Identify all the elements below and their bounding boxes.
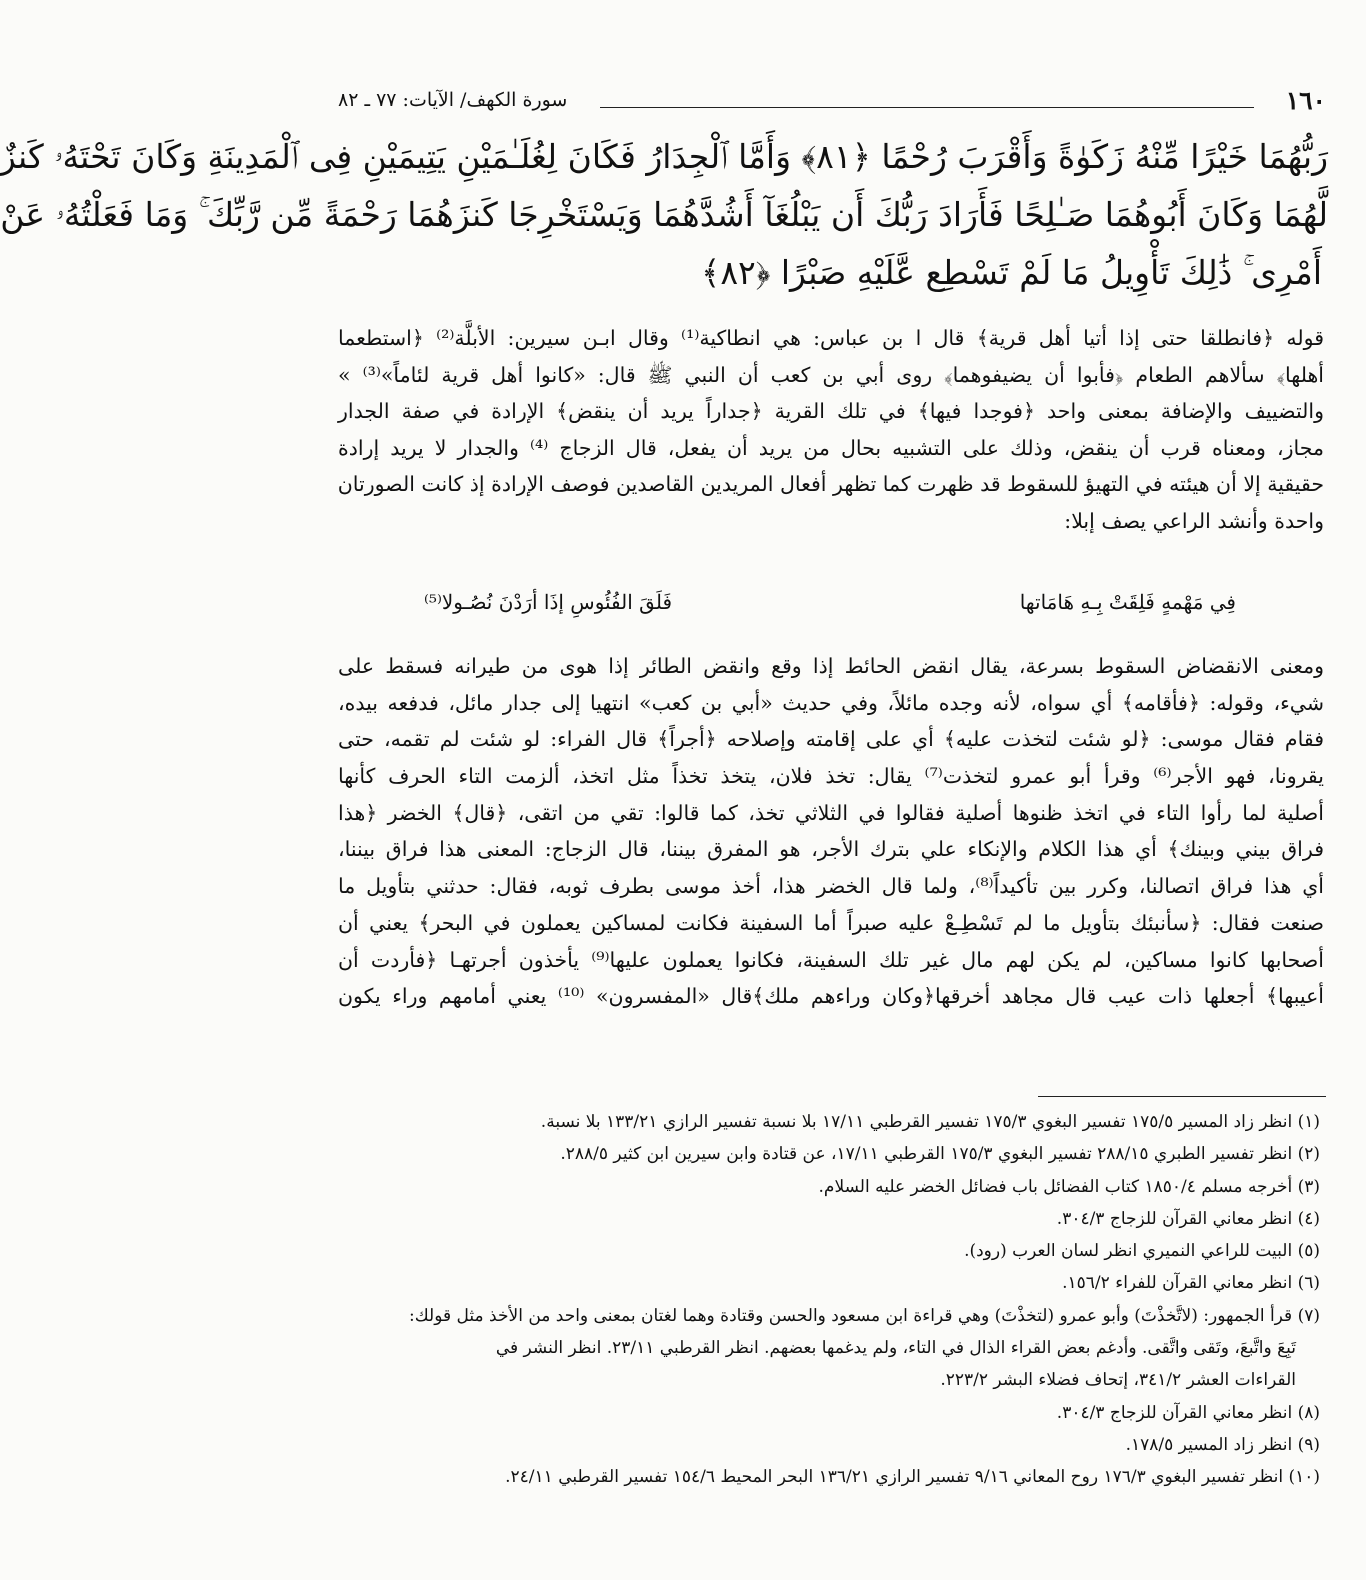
footnote: (٥) البيت للراعي النميري انظر لسان العرب (رود). (964, 1241, 1320, 1262)
commentary-part-2 (338, 648, 1324, 1015)
verse-line: لَّهُمَا وَكَانَ أَبُوهُمَا صَـٰلِحًا فَأَرَادَ رَبُّكَ أَن يَبْلُغَآ أَشُدَّهُمَا وَيَسْتَخْرِجَا كَنزَهُمَا رَحْمَةً مِّن رَّبِّكَ ۚ وَمَا فَعَلْتُهُۥ عَنْ (0, 195, 1328, 234)
text-line: أصحابها كانوا مساكين، لم يكن لهم مال غير تلك السفينة، فكانوا يعملون عليها⁽⁹⁾ يأخذون أجرتهـا ﴿فأردت أن (338, 947, 1324, 972)
footnote: (٣) أخرجه مسلم ١٨٥٠/٤ كتاب الفضائل باب فضائل الخضر عليه السلام. (818, 1176, 1320, 1197)
footnotes (338, 1106, 1320, 1494)
footnote: (١٠) انظر تفسير البغوي ١٧٦/٣ روح المعاني ٩/١٦ تفسير الرازي ١٣٦/٢١ البحر المحيط ١٥٤/٦ تفسير القرطبي ٢٤/١١. (505, 1467, 1320, 1488)
text-line: أصلية لما رأوا التاء في اتخذ ظنوها أصلية فقالوا في الثلاثي تخذ، كما قالوا: تقي من اتقى، ﴿قال﴾ الخضر ﴿هذا (338, 800, 1324, 825)
text-line: ومعنى الانقضاض السقوط بسرعة، يقال انقض الحائط إذا وقع وانقض الطائر إذا هوى من طيرانه فسقط على (338, 654, 1324, 678)
verse-line: أَمْرِى ۚ ذَٰلِكَ تَأْوِيلُ مَا لَمْ تَسْطِع عَّلَيْهِ صَبْرًا ﴿٨٢﴾ (700, 253, 1322, 292)
text-line: فقام فقال موسى: ﴿لو شئت لتخذت عليه﴾ أي على إقامته وإصلاحه ﴿أجراً﴾ قال الفراء: لو شئت لم تقمه، حتى (338, 727, 1324, 752)
poem-first-hemistich: فِي مَهْمهٍ فَلِقَتْ بِـهِ هَامَاتها (1019, 590, 1236, 614)
footnote: (٦) انظر معاني القرآن للفراء ١٥٦/٢. (1062, 1273, 1320, 1294)
footnote-continuation: تَبِعَ واتَّبعَ، وتَقى واتَّقى. وأدغم بعض القراء الذال في التاء، ولم يدغمها بعضهم. انظر القرطبي ٢٣/١١. انظر النشر في (495, 1338, 1296, 1359)
verse-line: رَبُّهُمَا خَيْرًا مِّنْهُ زَكَوٰةً وَأَقْرَبَ رُحْمًا ﴿٨١﴾ وَأَمَّا ٱلْجِدَارُ فَكَانَ لِغُلَـٰمَيْنِ يَتِيمَيْنِ فِى ٱلْمَدِينَةِ وَكَانَ تَحْتَهُۥ كَنزٌ (0, 137, 1328, 176)
text-line: واحدة وأنشد الراعي يصف إبلا: (1064, 508, 1324, 533)
page-header (338, 86, 1326, 116)
poem-verse (424, 590, 1236, 626)
commentary-part-1 (338, 320, 1324, 539)
text-line: يقرونا، فهو الأجر⁽⁶⁾ وقرأ أبو عمرو لتخذت⁽⁷⁾ يقال: تخذ فلان، يتخذ تخذاً مثل اتخذ، ألزمت التاء الحرف كأنها (338, 764, 1324, 789)
text-line: أعيبها﴾ أجعلها ذات عيب قال مجاهد أخرقها﴿وكان وراءهم ملك﴾قال «المفسرون» ⁽¹⁰⁾ يعني أمامهم وراء يكون (338, 984, 1324, 1009)
text-line: أي هذا فراق اتصالنا، وكرر بين تأكيداً⁽⁸⁾، ولما قال الخضر هذا، أخذ موسى بطرف ثوبه، فقال: حدثني بتأويل ما (338, 874, 1324, 899)
footnote: (٨) انظر معاني القرآن للزجاج ٣٠٤/٣. (1056, 1402, 1320, 1423)
poem-second-hemistich: فَلَقَ الفُئُوسِ إذَا أرَدْنَ نُصُـولا⁽⁵⁾ (424, 590, 673, 614)
text-line: صنعت فقال: ﴿سأنبئك بتأويل ما لم تَسْطِـعْ عليه صبراً أما السفينة فكانت لمساكين يعملون في البحر﴾ يعني أن (338, 910, 1324, 935)
footnote: (٧) قرأ الجمهور: (لاتَّخذْتَ) وأبو عمرو (لتخذْتَ) وهي قراءة ابن مسعود والحسن وقتادة وهما لغتان بمعنى واحد من الأخذ مثل قولك: (409, 1305, 1320, 1326)
footnote-continuation: القراءات العشر ٣٤١/٢، إتحاف فضلاء البشر ٢٢٣/٢. (940, 1370, 1296, 1391)
footnote: (١) انظر زاد المسير ١٧٥/٥ تفسير البغوي ١٧٥/٣ تفسير القرطبي ١٧/١١ بلا نسبة تفسير الرازي ١٣٣/٢١ بلا نسبة. (540, 1112, 1320, 1132)
text-line: والتضييف والإضافة بمعنى واحد ﴿فوجدا فيها﴾ في تلك القرية ﴿جداراً يريد أن ينقض﴾ الإرادة في صفة الجدار (338, 399, 1324, 423)
text-line: فراق بيني وبينك﴾ أي هذا الكلام والإنكاء علي بترك الأجر، هو المفرق بيننا، قال الزجاج: المعنى هذا فراق بيننا، (338, 837, 1324, 862)
sura-info: سورة الكهف/ الآيات: ٧٧ ـ ٨٢ (338, 89, 568, 111)
text-line: قوله ﴿فانطلقا حتى إذا أتيا أهل قرية﴾ قال ا بن عباس: هي انطاكية⁽¹⁾ وقال ابـن سيرين: الأبلَّة⁽²⁾ ﴿استطعما (338, 326, 1324, 350)
header-rule (600, 107, 1254, 108)
text-line: أهلها﴾ سألاهم الطعام ﴿فأبوا أن يضيفوهما﴾ روى أبي بن كعب أن النبي ﷺ قال: «كانوا أهل قرية لئاماً»⁽³⁾ » (338, 362, 1325, 387)
quran-verses (0, 128, 1328, 302)
page-number: ١٦٠ (1285, 86, 1326, 115)
footnote: (٩) انظر زاد المسير ١٧٨/٥. (1125, 1434, 1320, 1455)
footnote: (٤) انظر معاني القرآن للزجاج ٣٠٤/٣. (1056, 1208, 1320, 1229)
footnote: (٢) انظر تفسير الطبري ٢٨٨/١٥ تفسير البغوي ١٧٥/٣ القرطبي ١٧/١١، عن قتادة وابن سيرين ابن كثير ٢٨٨/٥. (560, 1144, 1320, 1165)
footnote-separator (1038, 1096, 1326, 1097)
text-line: مجاز، ومعناه قرب أن ينقض، وذلك على التشبيه بحال من يريد أن يفعل، قال الزجاج ⁽⁴⁾ والجدار لا يريد إرادة (338, 435, 1324, 460)
text-line: حقيقية إلا أن هيئته في التهيؤ للسقوط قد ظهرت كما تظهر أفعال المريدين القاصدين فوصف الإرادة إذ كانت الصورتان (337, 472, 1324, 496)
text-line: شيء، وقوله: ﴿فأقامه﴾ أي سواه، لأنه وجده مائلاً، وفي حديث «أبي بن كعب» انتهيا إلى جدار مائل، فدفعه بيده، (338, 690, 1324, 715)
